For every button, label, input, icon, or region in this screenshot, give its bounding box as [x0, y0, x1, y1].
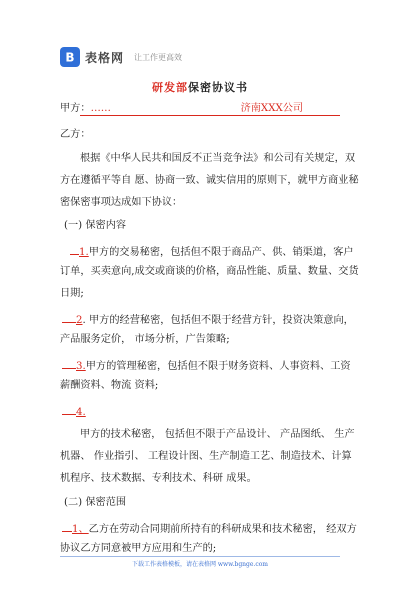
- item1-blank: [70, 243, 79, 255]
- intro-line-1: 根据《中华人民共和国反不正当竞争法》和公司有关规定，双: [80, 153, 356, 164]
- item4-blank: [62, 403, 76, 415]
- document-title: [0, 79, 400, 95]
- item1-line-2: 订单，买卖意向,成交或商谈的价格，商品性能、质量、数量、交货: [60, 266, 359, 277]
- intro-line-3: 密保密事项达成如下协议：: [60, 197, 183, 208]
- brand-logo-icon: [60, 47, 80, 67]
- tech-line-1: 甲方的技术秘密， 包括但不限于产品设计、 产品图纸、 生产: [80, 429, 355, 440]
- item2-number: 2: [76, 315, 83, 326]
- logo-b-icon: [63, 50, 77, 64]
- logo-glyph: B: [65, 50, 75, 64]
- section1-heading: (一) 保密内容: [64, 220, 127, 231]
- item4-line: [62, 403, 86, 420]
- scope1-blank: [62, 520, 72, 532]
- item2-blank: [62, 311, 76, 323]
- section2-heading: (二) 保密范围: [64, 497, 127, 508]
- title-black-part: 保密协议书: [188, 81, 248, 94]
- brand-slogan: 让工作更高效: [134, 52, 183, 62]
- party-b-line: [60, 128, 91, 142]
- party-a-label: 甲方：: [60, 103, 91, 114]
- item3-text-1: 甲方的管理秘密，包括但不限于财务资料、人事资料、工资: [85, 361, 351, 372]
- brand-name: 表格网: [85, 50, 125, 65]
- item3-number: 3.: [76, 361, 86, 372]
- item1-text-1: 甲方的交易秘密，包括但不限于商品产、供、销渠道，客户: [88, 247, 354, 258]
- scope1-line-1: [62, 520, 357, 537]
- party-a-dots: ……: [90, 103, 111, 114]
- footer-rule: [60, 556, 340, 557]
- item2-line-1: [62, 311, 354, 328]
- tech-line-3: 机程序、技术数据、专利技术、科研 成果。: [60, 473, 257, 484]
- item1-line-1: [70, 243, 354, 260]
- item3-blank: [62, 357, 76, 369]
- title-red-part: 研发部: [152, 81, 188, 94]
- party-b-label: 乙方：: [60, 129, 91, 140]
- party-a-value: 济南XXX公司: [240, 103, 304, 114]
- item4-number: 4.: [76, 407, 86, 418]
- brand-header: [60, 44, 182, 70]
- footer-link[interactable]: 下载工作表格模板，请在表格网 www.bgnge.com: [131, 561, 269, 568]
- item2-text-1: . 甲方的经营秘密，包括但不限于经营方针，投资决策意向，: [82, 315, 354, 326]
- item3-line-2: 薪酬资料、物流 资料;: [60, 380, 159, 391]
- tech-line-2: 机器、 作业指引、 工程设计图、生产制造工艺、制造技术、计算: [60, 451, 352, 462]
- scope1-number: 1、: [72, 524, 89, 535]
- item1-line-3: 日期;: [60, 288, 84, 299]
- item2-line-2: 产品服务定价， 市场分析，广告策略;: [60, 334, 230, 345]
- item1-number: 1.: [79, 247, 89, 258]
- party-a-line: [60, 102, 303, 116]
- item3-line-1: [62, 357, 351, 374]
- scope1-line-2: 协议乙方同意被甲方应用和生产的;: [60, 543, 217, 554]
- scope1-text-1: 乙方在劳动合同期前所持有的科研成果和技术秘密， 经双方: [88, 524, 357, 535]
- party-a-underline: [80, 115, 340, 116]
- intro-line-2: 方在遵循平等自 愿、协商一致、诚实信用的原则下，就甲方商业秘: [60, 175, 359, 186]
